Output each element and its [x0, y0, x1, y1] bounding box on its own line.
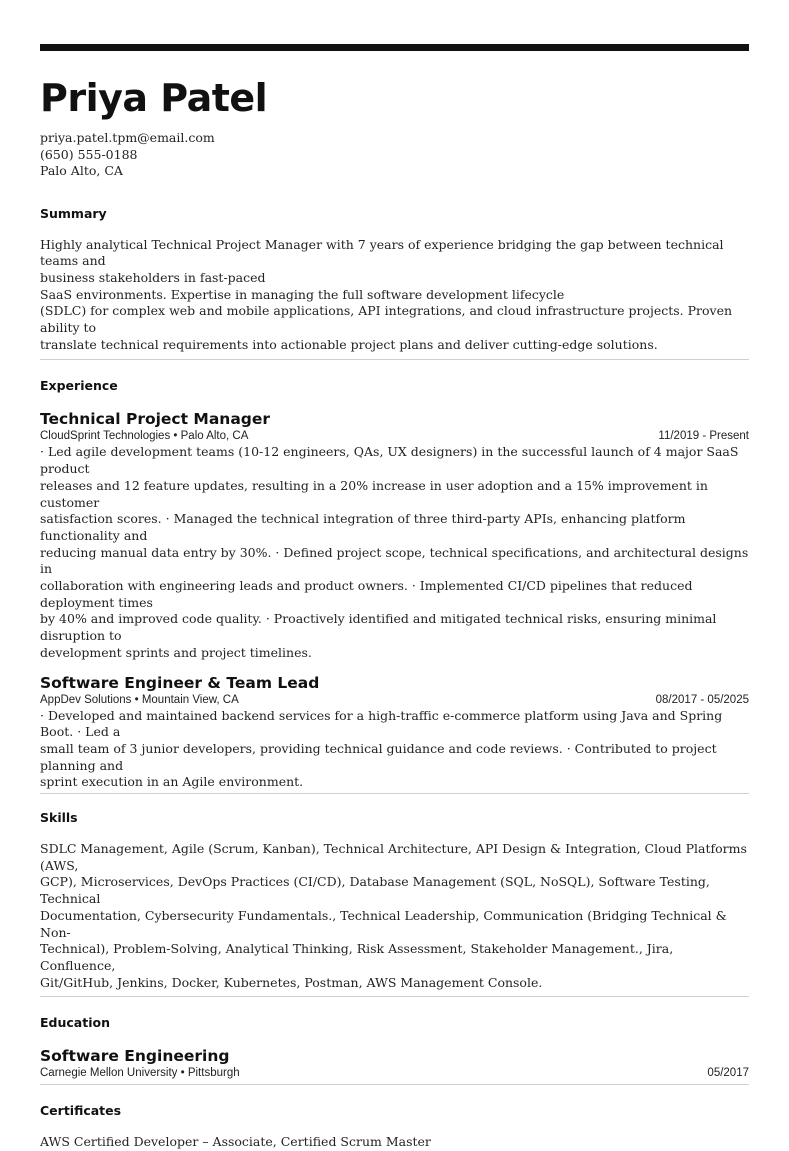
section-title-experience: Experience	[40, 378, 118, 394]
job-company: CloudSprint Technologies • Palo Alto, CA	[40, 430, 249, 443]
contact-block	[40, 130, 749, 180]
skills-line: Technical), Problem-Solving, Analytical Thinking, Risk Assessment, Stakeholder Management., Jira, Confluence,	[40, 941, 674, 973]
section-title-education: Education	[40, 1015, 110, 1031]
top-rule	[40, 44, 749, 51]
job-dates: 08/2017 - 05/2025	[655, 693, 749, 706]
contact-email: priya.patel.tpm@email.com	[40, 130, 215, 145]
job-line: reducing manual data entry by 30%. · Defined project scope, technical specifications, and architectural designs in	[40, 544, 749, 577]
education-meta	[40, 1066, 749, 1080]
skills-line: GCP), Microservices, DevOps Practices (CI/CD), Database Management (SQL, NoSQL), Software Testing, Technical	[40, 874, 710, 907]
summary-line: business stakeholders in fast-paced	[40, 269, 266, 285]
certificates-text: AWS Certified Developer – Associate, Certified Scrum Master	[40, 1134, 431, 1150]
skills-text	[40, 841, 749, 991]
summary-line: translate technical requirements into actionable project plans and deliver cutting-edge solutions.	[40, 336, 658, 352]
job-line: small team of 3 junior developers, providing technical guidance and code reviews. · Contributed to project planning and	[40, 740, 717, 773]
job-line: satisfaction scores. · Managed the technical integration of three third-party APIs, enhancing platform functionality and	[40, 511, 686, 543]
contact-location: Palo Alto, CA	[40, 163, 123, 178]
skills-line: Documentation, Cybersecurity Fundamentals., Technical Leadership, Communication (Bridging Technical & Non-	[40, 907, 727, 940]
summary-line: (SDLC) for complex web and mobile applications, API integrations, and cloud infrastructure projects. Proven ability to	[40, 303, 733, 336]
candidate-name: Priya Patel	[40, 76, 268, 120]
section-title-skills: Skills	[40, 810, 78, 826]
resume-page	[40, 44, 749, 1151]
section-title-summary: Summary	[40, 205, 107, 221]
section-divider	[40, 996, 749, 997]
job-dates: 11/2019 - Present	[658, 430, 749, 443]
job-description	[40, 708, 749, 792]
section-title-certificates: Certificates	[40, 1103, 122, 1119]
section-divider	[40, 1084, 749, 1085]
section-divider	[40, 359, 749, 360]
summary-line: Highly analytical Technical Project Manager with 7 years of experience bridging the gap between technical teams and	[40, 236, 724, 269]
job-line: collaboration with engineering leads and product owners. · Implemented CI/CD pipelines that reduced deployment times	[40, 578, 693, 610]
job-line: releases and 12 feature updates, resulting in a 20% increase in user adoption and a 15% improvement in customer	[40, 477, 708, 510]
job-title: Software Engineer & Team Lead	[40, 673, 320, 692]
job-description	[40, 444, 749, 661]
job-meta	[40, 429, 749, 443]
summary-line: SaaS environments. Expertise in managing the full software development lifecycle	[40, 286, 565, 302]
job-meta	[40, 693, 749, 707]
job-line: · Led agile development teams (10-12 engineers, QAs, UX designers) in the successful launch of 4 major SaaS product	[40, 444, 739, 477]
job-company: AppDev Solutions • Mountain View, CA	[40, 693, 239, 706]
education-school: Carnegie Mellon University • Pittsburgh	[40, 1067, 240, 1080]
job-line: by 40% and improved code quality. · Proactively identified and mitigated technical risks, ensuring minimal disruption to	[40, 611, 717, 644]
job-title: Technical Project Manager	[40, 410, 271, 429]
summary-text	[40, 237, 749, 354]
skills-line: SDLC Management, Agile (Scrum, Kanban), Technical Architecture, API Design & Integration, Cloud Platforms (AWS,	[40, 841, 747, 873]
skills-line: Git/GitHub, Jenkins, Docker, Kubernetes, Postman, AWS Management Console.	[40, 974, 543, 990]
job-line: development sprints and project timelines.	[40, 644, 312, 660]
education-date: 05/2017	[707, 1067, 749, 1080]
job-line: · Developed and maintained backend services for a high-traffic e-commerce platform using Java and Spring Boot. · Led a	[40, 707, 723, 740]
contact-phone: (650) 555-0188	[40, 146, 138, 162]
job-line: sprint execution in an Agile environment.	[40, 774, 304, 790]
section-divider	[40, 793, 749, 794]
degree-title: Software Engineering	[40, 1047, 230, 1066]
